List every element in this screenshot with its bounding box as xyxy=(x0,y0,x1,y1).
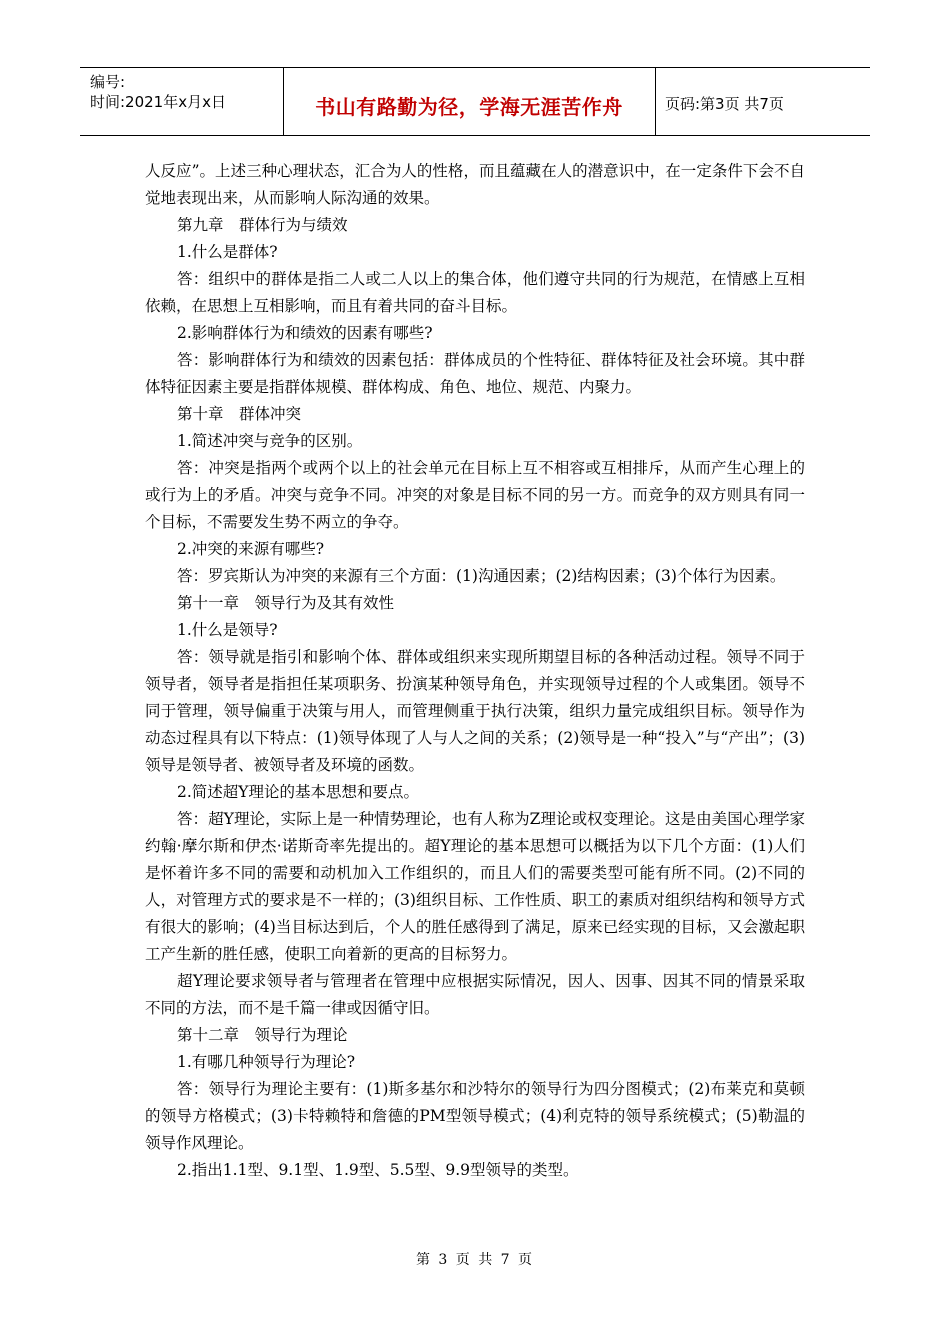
document-body xyxy=(145,158,805,1184)
body-paragraph: 第十一章 领导行为及其有效性 xyxy=(177,594,395,612)
body-paragraph: 2.影响群体行为和绩效的因素有哪些? xyxy=(177,324,433,342)
document-number-label: 编号: xyxy=(90,73,126,91)
body-paragraph: 1.简述冲突与竞争的区别。 xyxy=(177,432,363,450)
body-paragraph: 答：罗宾斯认为冲突的来源有三个方面：(1)沟通因素；(2)结构因素；(3)个体行为因素。 xyxy=(177,567,786,585)
body-paragraph: 2.简述超Y理论的基本思想和要点。 xyxy=(177,783,420,801)
body-paragraph: 答：超Y理论，实际上是一种情势理论，也有人称为Z理论或权变理论。这是由美国心理学家约翰·摩尔斯和伊杰·诺斯奇率先提出的。超Y理论的基本思想可以概括为以下几个方面：(1)人们是怀着许多不同的需要和动机加入工作组织的，而且人们的需要类型可能有所不同。(2)不同的人，对管理方式的要求是不一样的；(3)组织目标、工作性质、职工的素质对组织结构和领导方式有很大的影响；(4)当目标达到后，个人的胜任感得到了满足，原来已经实现的目标，又会激起职工产生新的胜任感，使职工向着新的更高的目标努力。 xyxy=(145,810,805,963)
header-bottom-rule xyxy=(80,135,870,136)
body-paragraph: 1.什么是群体? xyxy=(177,243,278,261)
body-paragraph: 答：影响群体行为和绩效的因素包括：群体成员的个性特征、群体特征及社会环境。其中群体特征因素主要是指群体规模、群体构成、角色、地位、规范、内聚力。 xyxy=(145,351,805,396)
header-meta xyxy=(90,72,226,112)
body-paragraph: 答：组织中的群体是指二人或二人以上的集合体，他们遵守共同的行为规范，在情感上互相依赖，在思想上互相影响，而且有着共同的奋斗目标。 xyxy=(145,270,805,315)
body-paragraph: 1.有哪几种领导行为理论? xyxy=(177,1053,356,1071)
body-paragraph: 答：领导就是指引和影响个体、群体或组织来实现所期望目标的各种活动过程。领导不同于领导者，领导者是指担任某项职务、扮演某种领导角色，并实现领导过程的个人或集团。领导不同于管理，领导偏重于决策与用人，而管理侧重于执行决策，组织力量完成组织目标。领导作为动态过程具有以下特点：(1)领导体现了人与人之间的关系；(2)领导是一种“投入”与“产出”；(3)领导是领导者、被领导者及环境的函数。 xyxy=(145,648,805,774)
page-header xyxy=(80,67,870,137)
header-divider xyxy=(655,67,656,136)
body-paragraph: 第九章 群体行为与绩效 xyxy=(177,216,348,234)
body-paragraph: 1.什么是领导? xyxy=(177,621,278,639)
header-page-info: 页码:第3页 共7页 xyxy=(665,95,784,113)
page-footer: 第 3 页 共 7 页 xyxy=(415,1252,535,1268)
body-paragraph: 答：冲突是指两个或两个以上的社会单元在目标上互不相容或互相排斥，从而产生心理上的或行为上的矛盾。冲突与竞争不同。冲突的对象是目标不同的另一方。而竞争的双方则具有同一个目标，不需要发生势不两立的争夺。 xyxy=(145,459,805,531)
body-paragraph: 第十章 群体冲突 xyxy=(177,405,302,423)
body-paragraph: 答：领导行为理论主要有：(1)斯多基尔和沙特尔的领导行为四分图模式；(2)布莱克和莫顿的领导方格模式；(3)卡特赖特和詹德的PM型领导模式；(4)利克特的领导系统模式；(5)勒温的领导作风理论。 xyxy=(145,1080,805,1152)
body-paragraph: 超Y理论要求领导者与管理者在管理中应根据实际情况，因人、因事、因其不同的情景采取不同的方法，而不是千篇一律或因循守旧。 xyxy=(145,972,805,1017)
header-top-rule xyxy=(80,67,870,68)
document-date: 时间:2021年x月x日 xyxy=(90,93,226,111)
body-paragraph: 人反应”。上述三种心理状态，汇合为人的性格，而且蕴藏在人的潜意识中，在一定条件下会不自觉地表现出来，从而影响人际沟通的效果。 xyxy=(145,162,805,207)
body-paragraph: 2.冲突的来源有哪些? xyxy=(177,540,325,558)
body-paragraph: 2.指出1.1型、9.1型、1.9型、5.5型、9.9型领导的类型。 xyxy=(177,1161,579,1179)
header-motto: 书山有路勤为径，学海无涯苦作舟 xyxy=(315,95,623,119)
body-paragraph: 第十二章 领导行为理论 xyxy=(177,1026,348,1044)
